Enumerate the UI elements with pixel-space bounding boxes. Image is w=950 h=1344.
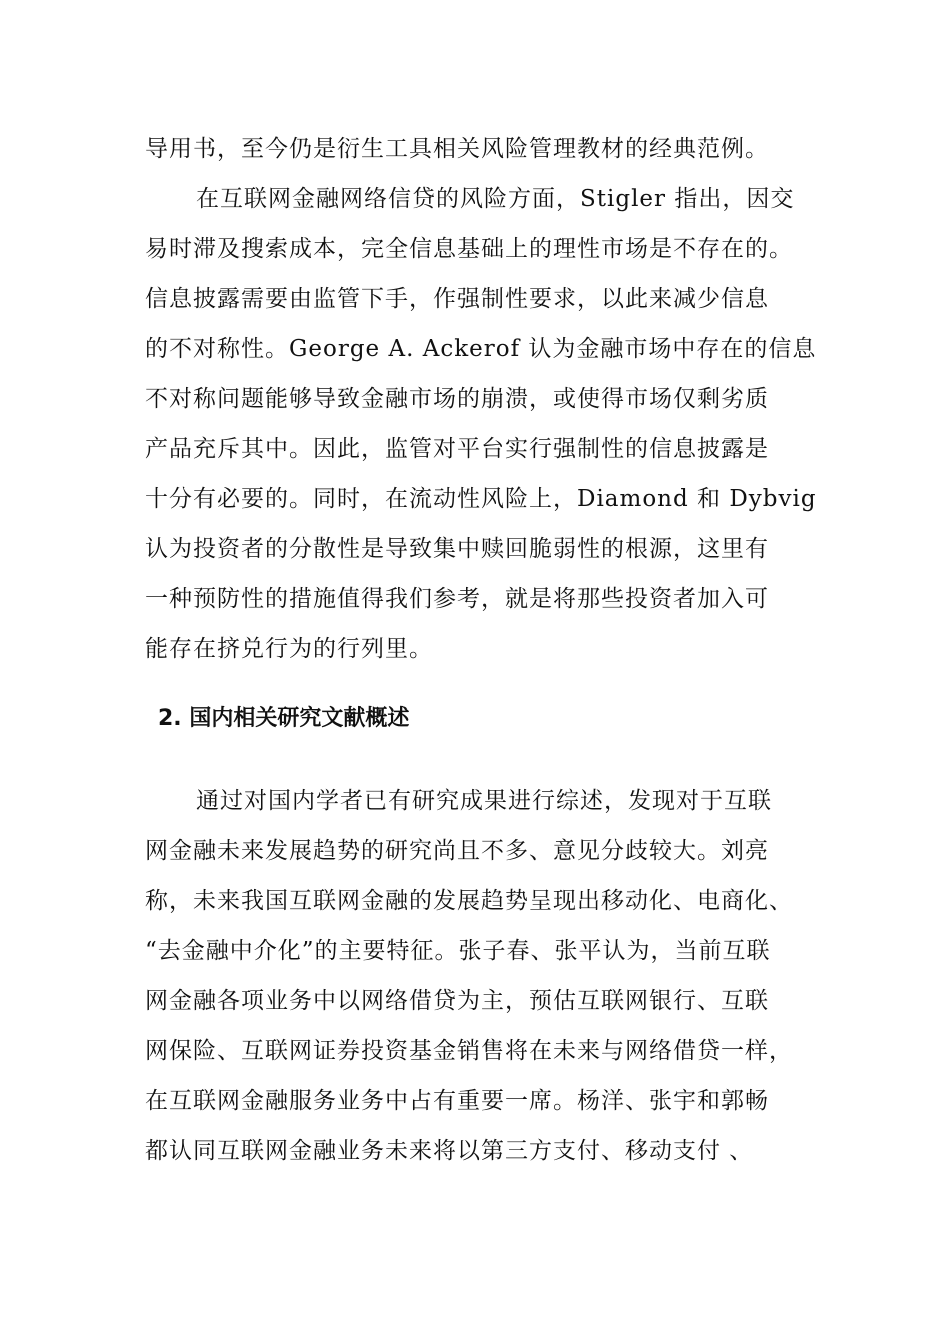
paragraph-line: 信息披露需要由监管下手，作强制性要求，以此来减少信息: [145, 286, 769, 312]
paragraph-line: 易时滞及搜索成本，完全信息基础上的理性市场是不存在的。: [145, 236, 793, 262]
paragraph-line: 产品充斥其中。因此，监管对平台实行强制性的信息披露是: [145, 436, 769, 462]
paragraph-line: 认为投资者的分散性是导致集中赎回脆弱性的根源，这里有: [145, 536, 769, 562]
paragraph-line: 网金融各项业务中以网络借贷为主，预估互联网银行、互联: [145, 988, 769, 1014]
paragraph-line: 网保险、互联网证券投资基金销售将在未来与网络借贷一样，: [145, 1038, 793, 1064]
paragraph-line: 十分有必要的。同时，在流动性风险上，Diamond 和 Dybvig: [145, 486, 817, 512]
paragraph-line: 在互联网金融服务业务中占有重要一席。杨洋、张宇和郭畅: [145, 1088, 769, 1114]
paragraph-line: 称，未来我国互联网金融的发展趋势呈现出移动化、电商化、: [145, 888, 793, 914]
paragraph-line: 一种预防性的措施值得我们参考，就是将那些投资者加入可: [145, 586, 769, 612]
paragraph-line: 都认同互联网金融业务未来将以第三方支付、移动支付 、: [145, 1138, 754, 1164]
paragraph-line: 能存在挤兑行为的行列里。: [145, 636, 433, 662]
section-heading: 2. 国内相关研究文献概述: [158, 706, 410, 731]
paragraph-line: 不对称问题能够导致金融市场的崩溃，或使得市场仅剩劣质: [145, 386, 769, 412]
paragraph-line: 在互联网金融网络信贷的风险方面，Stigler 指出，因交: [196, 186, 795, 212]
paragraph-line: 通过对国内学者已有研究成果进行综述，发现对于互联: [196, 788, 772, 814]
paragraph-line: 的不对称性。George A. Ackerof 认为金融市场中存在的信息: [145, 336, 817, 362]
paragraph-line: “去金融中介化”的主要特征。张子春、张平认为，当前互联: [145, 938, 771, 964]
paragraph-line: 导用书，至今仍是衍生工具相关风险管理教材的经典范例。: [145, 136, 769, 162]
paragraph-line: 网金融未来发展趋势的研究尚且不多、意见分歧较大。刘亮: [145, 838, 769, 864]
